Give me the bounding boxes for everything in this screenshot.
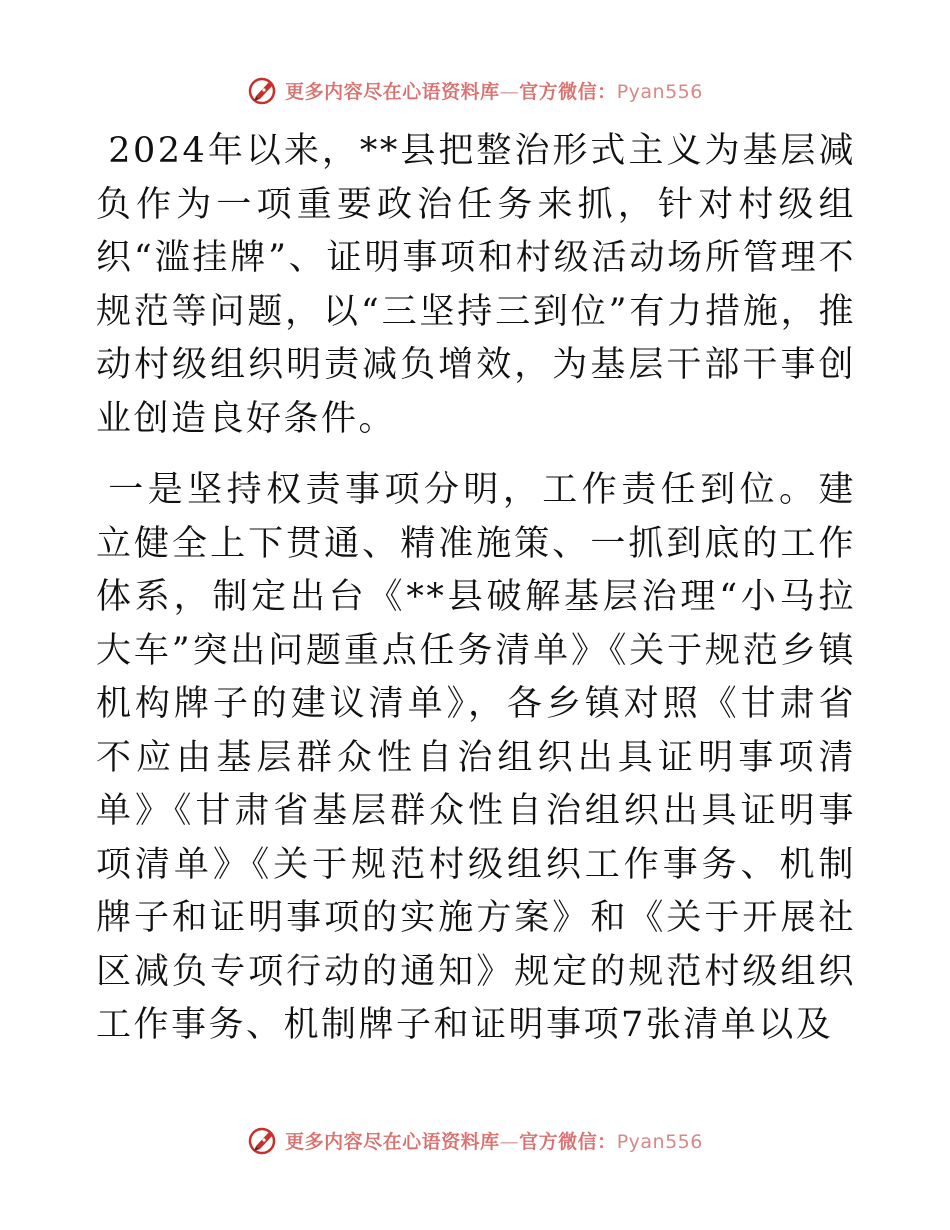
header-watermark-label: 官方微信： [519,80,617,103]
footer-watermark-brand: 更多内容尽在心语资料库 [285,1130,500,1153]
footer-watermark-id: Pyan556 [616,1130,703,1153]
header-watermark-text [285,77,703,104]
pen-nib-circle-icon [247,1124,279,1156]
body-paragraph-intro: 2024年以来，**县把整治形式主义为基层减负作为一项重要政治任务来抓，针对村级组织“滥挂牌”、证明事项和村级活动场所管理不规范等问题，以“三坚持三到位”有力措施，推动村级组织明责减负增效，为基层干部干事创业创造良好条件。 [96,131,856,439]
document-body [96,125,856,1053]
header-watermark-brand: 更多内容尽在心语资料库 [285,80,500,103]
body-paragraph-point-one: 一是坚持权责事项分明，工作责任到位。建立健全上下贯通、精准施策、一抓到底的工作体系，制定出台《**县破解基层治理“小马拉大车”突出问题重点任务清单》《关于规范乡镇机构牌子的建议清单》，各乡镇对照《甘肃省不应由基层群众性自治组织出具证明事项清单》《甘肃省基层群众性自治组织出具证明事项清单》《关于规范村级组织工作事务、机制牌子和证明事项的实施方案》和《关于开展社区减负专项行动的通知》规定的规范村级组织工作事务、机制牌子和证明事项7张清单以及 [96,470,856,1045]
header-watermark-id: Pyan556 [616,80,703,103]
footer-watermark-dash: — [499,1130,520,1153]
footer-watermark [0,1120,950,1160]
footer-watermark-text [285,1127,703,1154]
footer-watermark-label: 官方微信： [519,1130,617,1153]
pen-nib-circle-icon [247,74,279,106]
header-watermark [0,70,950,110]
header-watermark-dash: — [499,80,520,103]
